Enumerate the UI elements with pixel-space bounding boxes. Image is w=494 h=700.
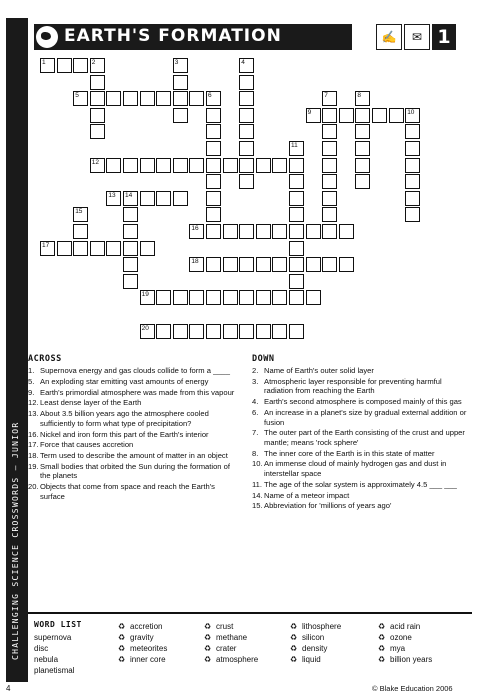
crossword-cell[interactable] xyxy=(173,75,188,90)
clue-item xyxy=(252,408,468,427)
clue-number-label: 5. xyxy=(28,376,35,386)
clue-number: 6 xyxy=(208,92,212,100)
crossword-cell[interactable] xyxy=(73,224,88,239)
crossword-cell[interactable] xyxy=(256,324,271,339)
crossword-cell[interactable] xyxy=(90,91,105,106)
crossword-cell[interactable] xyxy=(156,191,171,206)
word-list-heading: WORD LIST xyxy=(34,620,82,629)
crossword-cell[interactable] xyxy=(256,224,271,239)
recycle-icon: ♻ xyxy=(290,644,298,653)
crossword-cell[interactable] xyxy=(73,241,88,256)
clue-number-label: 4. xyxy=(252,397,259,407)
crossword-cell[interactable] xyxy=(140,191,155,206)
crossword-cell[interactable] xyxy=(306,108,321,123)
header xyxy=(34,24,454,50)
crossword-cell[interactable] xyxy=(206,108,221,123)
crossword-cell[interactable] xyxy=(306,257,321,272)
crossword-cell[interactable] xyxy=(289,257,304,272)
crossword-cell[interactable] xyxy=(156,158,171,173)
crossword-cell[interactable] xyxy=(140,324,155,339)
crossword-cell[interactable] xyxy=(90,58,105,73)
word-list-item: mya xyxy=(390,644,406,653)
envelope-icon: ✉ xyxy=(404,24,430,50)
clue-item xyxy=(28,409,240,428)
crossword-cell[interactable] xyxy=(140,91,155,106)
clue-number: 20 xyxy=(141,324,149,332)
crossword-cell[interactable] xyxy=(239,324,254,339)
crossword-cell[interactable] xyxy=(173,91,188,106)
crossword-cell[interactable] xyxy=(306,290,321,305)
clue-item xyxy=(28,482,240,501)
clue-text: Name of a meteor impact xyxy=(264,490,350,500)
crossword-cell[interactable] xyxy=(140,290,155,305)
crossword-cell[interactable] xyxy=(206,124,221,139)
crossword-cell[interactable] xyxy=(339,224,354,239)
clue-number: 3 xyxy=(174,59,179,66)
crossword-cell[interactable] xyxy=(90,75,105,90)
clue-number: 9 xyxy=(307,108,312,116)
clue-number-label: 8. xyxy=(252,448,259,458)
clue-text: Earth's second atmosphere is composed mainly of this gas xyxy=(264,397,462,407)
crossword-cell[interactable] xyxy=(355,158,370,173)
recycle-icon: ♻ xyxy=(118,644,126,653)
clue-number-label: 1. xyxy=(28,366,35,375)
clue-number: 4 xyxy=(241,59,245,66)
crossword-cell[interactable] xyxy=(206,324,221,339)
clue-text: Earth's primordial atmosphere was made from this vapour xyxy=(40,387,235,397)
crossword-cell[interactable] xyxy=(322,124,337,139)
clue-number: 17 xyxy=(42,241,50,249)
crossword-cell[interactable] xyxy=(173,158,188,173)
clue-item xyxy=(28,430,240,440)
crossword-cell[interactable] xyxy=(322,91,337,106)
clue-text: Force that causes accretion xyxy=(40,440,134,450)
crossword-cell[interactable] xyxy=(223,224,238,239)
crossword-cell[interactable] xyxy=(123,191,138,206)
crossword-cell[interactable] xyxy=(173,58,188,73)
crossword-cell[interactable] xyxy=(289,224,304,239)
word-list-item: nebula xyxy=(34,655,59,664)
clue-number-label: 6. xyxy=(252,407,259,417)
clue-number-label: 7. xyxy=(252,428,259,438)
crossword-cell[interactable] xyxy=(322,224,337,239)
crossword-cell[interactable] xyxy=(239,174,254,189)
word-list-item: billion years xyxy=(390,655,433,664)
crossword-cell[interactable] xyxy=(355,174,370,189)
clue-item xyxy=(28,462,240,481)
clue-number: 12 xyxy=(91,158,100,166)
crossword-cell[interactable] xyxy=(90,108,105,123)
clue-item xyxy=(252,491,468,501)
crossword-cell[interactable] xyxy=(106,91,121,106)
recycle-icon: ♻ xyxy=(204,644,212,653)
crossword-cell[interactable] xyxy=(73,58,88,73)
across-clues xyxy=(28,366,240,503)
crossword-cell[interactable] xyxy=(123,158,138,173)
crossword-cell[interactable] xyxy=(272,257,287,272)
clue-number: 1 xyxy=(42,59,46,66)
copyright: © Blake Education 2006 xyxy=(372,684,453,693)
crossword-cell[interactable] xyxy=(405,108,420,123)
crossword-cell[interactable] xyxy=(256,257,271,272)
side-strip-label: CHALLENGING SCIENCE CROSSWORDS — JUNIOR xyxy=(11,421,20,660)
crossword-cell[interactable] xyxy=(405,158,420,173)
clue-item xyxy=(28,366,240,376)
crossword-cell[interactable] xyxy=(239,58,254,73)
word-list-item: crater xyxy=(216,644,237,653)
clue-number: 11 xyxy=(291,142,298,149)
recycle-icon: ♻ xyxy=(378,633,386,642)
globe-icon xyxy=(36,26,58,48)
recycle-icon: ♻ xyxy=(290,633,298,642)
crossword-cell[interactable] xyxy=(405,174,420,189)
crossword-cell[interactable] xyxy=(355,124,370,139)
crossword-cell[interactable] xyxy=(73,91,88,106)
crossword-cell[interactable] xyxy=(256,158,271,173)
crossword-cell[interactable] xyxy=(156,91,171,106)
crossword-cell[interactable] xyxy=(123,224,138,239)
crossword-cell[interactable] xyxy=(106,158,121,173)
word-list-item: atmosphere xyxy=(216,655,259,664)
word-list-item: acid rain xyxy=(390,622,421,631)
crossword-cell[interactable] xyxy=(173,324,188,339)
crossword-cell[interactable] xyxy=(322,158,337,173)
title-bar xyxy=(34,24,352,50)
clue-item xyxy=(252,428,468,447)
crossword-cell[interactable] xyxy=(289,141,304,156)
clue-number: 5 xyxy=(75,92,79,100)
crossword-cell[interactable] xyxy=(289,174,304,189)
word-list-item: ozone xyxy=(390,633,412,642)
clue-item xyxy=(28,388,240,398)
crossword-cell[interactable] xyxy=(289,290,304,305)
word-list-item: meteorites xyxy=(130,644,168,653)
recycle-icon: ♻ xyxy=(204,633,212,642)
clue-number-label: 10. xyxy=(252,459,263,469)
clue-text: Supernova energy and gas clouds collide to form a ____ xyxy=(40,366,230,375)
crossword-cell[interactable] xyxy=(173,191,188,206)
word-list-item: lithosphere xyxy=(302,622,342,631)
crossword-cell[interactable] xyxy=(189,158,204,173)
clue-item xyxy=(252,366,468,376)
crossword-cell[interactable] xyxy=(140,158,155,173)
word-list-item: gravity xyxy=(130,633,154,642)
clue-text: Abbreviation for 'millions of years ago' xyxy=(264,501,392,511)
clue-item xyxy=(28,377,240,387)
clue-item xyxy=(28,440,240,450)
clue-number: 10 xyxy=(407,108,415,116)
crossword-cell[interactable] xyxy=(239,108,254,123)
crossword-cell[interactable] xyxy=(189,324,204,339)
writing-icon: ✍ xyxy=(376,24,402,50)
crossword-cell[interactable] xyxy=(189,257,204,272)
crossword-cell[interactable] xyxy=(272,324,287,339)
across-heading: ACROSS xyxy=(28,354,62,364)
crossword-cell[interactable] xyxy=(239,124,254,139)
clue-item xyxy=(252,377,468,396)
recycle-icon: ♻ xyxy=(118,633,126,642)
crossword-cell[interactable] xyxy=(322,257,337,272)
crossword-cell[interactable] xyxy=(405,191,420,206)
crossword-cell[interactable] xyxy=(57,58,72,73)
crossword-cell[interactable] xyxy=(289,324,304,339)
word-list-item: supernova xyxy=(34,633,72,642)
crossword-cell[interactable] xyxy=(223,290,238,305)
crossword-cell[interactable] xyxy=(322,191,337,206)
crossword-cell[interactable] xyxy=(239,141,254,156)
crossword-cell[interactable] xyxy=(289,158,304,173)
crossword-cell[interactable] xyxy=(123,274,138,289)
crossword-cell[interactable] xyxy=(206,207,221,222)
recycle-icon: ♻ xyxy=(290,622,298,631)
crossword-cell[interactable] xyxy=(189,91,204,106)
crossword-cell[interactable] xyxy=(90,158,105,173)
clue-text: Name of Earth's outer solid layer xyxy=(264,366,374,375)
word-list-item: inner core xyxy=(130,655,166,664)
clue-number-label: 16. xyxy=(28,429,39,439)
crossword-cell[interactable] xyxy=(40,58,55,73)
crossword-cell[interactable] xyxy=(239,158,254,173)
clue-number-label: 18. xyxy=(28,451,39,461)
recycle-icon: ♻ xyxy=(290,655,298,664)
clue-text: An immense cloud of mainly hydrogen gas and dust in interstellar space xyxy=(264,459,447,479)
page-number: 1 xyxy=(432,24,456,50)
crossword-cell[interactable] xyxy=(173,290,188,305)
recycle-icon: ♻ xyxy=(204,622,212,631)
crossword-cell[interactable] xyxy=(405,141,420,156)
crossword-cell[interactable] xyxy=(289,191,304,206)
crossword-cell[interactable] xyxy=(306,224,321,239)
clue-text: Nickel and iron form this part of the Earth's interior xyxy=(40,429,209,439)
clue-number-label: 19. xyxy=(28,461,39,471)
clue-text: Term used to describe the amount of matter in an object xyxy=(40,451,228,461)
clue-text: An increase in a planet's size by gradual external addition or fusion xyxy=(264,407,467,427)
crossword-cell[interactable] xyxy=(239,91,254,106)
word-list-item: methane xyxy=(216,633,248,642)
crossword-cell[interactable] xyxy=(73,207,88,222)
crossword-cell[interactable] xyxy=(40,241,55,256)
clue-number-label: 9. xyxy=(28,387,35,397)
clue-number-label: 13. xyxy=(28,409,39,419)
crossword-cell[interactable] xyxy=(289,241,304,256)
crossword-cell[interactable] xyxy=(389,108,404,123)
crossword-cell[interactable] xyxy=(405,124,420,139)
crossword-cell[interactable] xyxy=(123,91,138,106)
recycle-icon: ♻ xyxy=(118,622,126,631)
clue-number: 18 xyxy=(191,258,199,266)
clue-number-label: 2. xyxy=(252,366,259,375)
crossword-cell[interactable] xyxy=(289,274,304,289)
clue-number: 8 xyxy=(357,92,362,100)
crossword-cell[interactable] xyxy=(339,108,354,123)
crossword-cell[interactable] xyxy=(272,290,287,305)
crossword-cell[interactable] xyxy=(239,290,254,305)
word-list-item: accretion xyxy=(130,622,163,631)
crossword-cell[interactable] xyxy=(289,207,304,222)
crossword-cell[interactable] xyxy=(355,108,370,123)
clue-text: An exploding star emitting vast amounts of energy xyxy=(40,376,209,386)
crossword-cell[interactable] xyxy=(106,191,121,206)
clue-number: 15 xyxy=(75,208,83,216)
crossword-cell[interactable] xyxy=(322,207,337,222)
clue-item xyxy=(252,480,468,490)
crossword-cell[interactable] xyxy=(90,124,105,139)
clue-text: Objects that come from space and reach the Earth's surface xyxy=(40,482,215,501)
crossword-cell[interactable] xyxy=(355,91,370,106)
clue-number: 7 xyxy=(324,92,328,100)
clue-item xyxy=(28,451,240,461)
crossword-cell[interactable] xyxy=(272,224,287,239)
clue-number-label: 15. xyxy=(252,501,263,511)
crossword-cell[interactable] xyxy=(372,108,387,123)
crossword-cell[interactable] xyxy=(322,141,337,156)
recycle-icon: ♻ xyxy=(378,644,386,653)
clue-text: Small bodies that orbited the Sun during the formation of the planets xyxy=(40,461,230,481)
crossword-cell[interactable] xyxy=(173,108,188,123)
crossword-cell[interactable] xyxy=(322,108,337,123)
crossword-cell[interactable] xyxy=(189,290,204,305)
crossword-cell[interactable] xyxy=(156,290,171,305)
word-list-item: silicon xyxy=(302,633,325,642)
crossword-cell[interactable] xyxy=(272,158,287,173)
crossword-cell[interactable] xyxy=(123,241,138,256)
clue-item xyxy=(252,501,468,511)
clue-text: The age of the solar system is approximately 4.5 ___ ___ xyxy=(264,479,457,489)
clue-item xyxy=(252,449,468,459)
down-clues xyxy=(252,366,468,512)
clue-number-label: 11. xyxy=(252,479,262,489)
crossword-cell[interactable] xyxy=(189,224,204,239)
clue-text: The inner core of the Earth is in this state of matter xyxy=(264,448,435,458)
crossword-cell[interactable] xyxy=(206,91,221,106)
clue-text: About 3.5 billion years ago the atmosphere cooled sufficiently to form what type of precipitation? xyxy=(40,409,209,428)
clue-item xyxy=(252,397,468,407)
crossword-cell[interactable] xyxy=(206,191,221,206)
clue-item xyxy=(252,459,468,478)
crossword-cell[interactable] xyxy=(405,207,420,222)
word-list-item: planetismal xyxy=(34,666,75,675)
crossword-cell[interactable] xyxy=(223,257,238,272)
clue-number: 16 xyxy=(191,225,199,232)
word-list-item: crust xyxy=(216,622,234,631)
crossword-cell[interactable] xyxy=(123,257,138,272)
crossword-cell[interactable] xyxy=(256,290,271,305)
recycle-icon: ♻ xyxy=(378,655,386,664)
crossword-cell[interactable] xyxy=(206,290,221,305)
crossword-cell[interactable] xyxy=(223,158,238,173)
crossword-cell[interactable] xyxy=(206,141,221,156)
crossword-cell[interactable] xyxy=(223,324,238,339)
crossword-cell[interactable] xyxy=(140,241,155,256)
clue-number: 13 xyxy=(108,191,116,199)
crossword-cell[interactable] xyxy=(206,224,221,239)
crossword-cell[interactable] xyxy=(90,241,105,256)
crossword-cell[interactable] xyxy=(239,224,254,239)
clue-number-label: 14. xyxy=(252,490,263,500)
crossword-cell[interactable] xyxy=(339,257,354,272)
crossword-cell[interactable] xyxy=(123,207,138,222)
crossword-cell[interactable] xyxy=(156,324,171,339)
word-list-item: disc xyxy=(34,644,49,653)
crossword-cell[interactable] xyxy=(206,174,221,189)
crossword-cell[interactable] xyxy=(206,158,221,173)
page-title: EARTH'S FORMATION xyxy=(64,26,282,46)
crossword-cell[interactable] xyxy=(106,241,121,256)
clue-number-label: 17. xyxy=(28,440,39,450)
down-heading: DOWN xyxy=(252,354,275,364)
clue-number: 2 xyxy=(91,59,96,66)
crossword-cell[interactable] xyxy=(355,141,370,156)
word-list-item: density xyxy=(302,644,328,653)
clue-text: Least dense layer of the Earth xyxy=(40,398,142,408)
crossword-cell[interactable] xyxy=(57,241,72,256)
recycle-icon: ♻ xyxy=(378,622,386,631)
clue-number-label: 3. xyxy=(252,376,259,386)
recycle-icon: ♻ xyxy=(118,655,126,664)
clue-number-label: 20. xyxy=(28,482,39,492)
page-footer-number: 4 xyxy=(6,684,11,693)
clue-number: 14 xyxy=(125,191,133,199)
clue-text: The outer part of the Earth consisting of the crust and upper mantle; means 'rock sphere' xyxy=(264,428,465,447)
crossword-cell[interactable] xyxy=(239,75,254,90)
clue-number: 19 xyxy=(141,291,149,299)
crossword-cell[interactable] xyxy=(322,174,337,189)
crossword-cell[interactable] xyxy=(239,257,254,272)
crossword-cell[interactable] xyxy=(206,257,221,272)
clue-item xyxy=(28,398,240,408)
clue-number-label: 12. xyxy=(28,398,39,408)
word-list-item: liquid xyxy=(302,655,321,664)
recycle-icon: ♻ xyxy=(204,655,212,664)
clue-text: Atmospheric layer responsible for preventing harmful radiation from reaching the Earth xyxy=(264,376,442,396)
